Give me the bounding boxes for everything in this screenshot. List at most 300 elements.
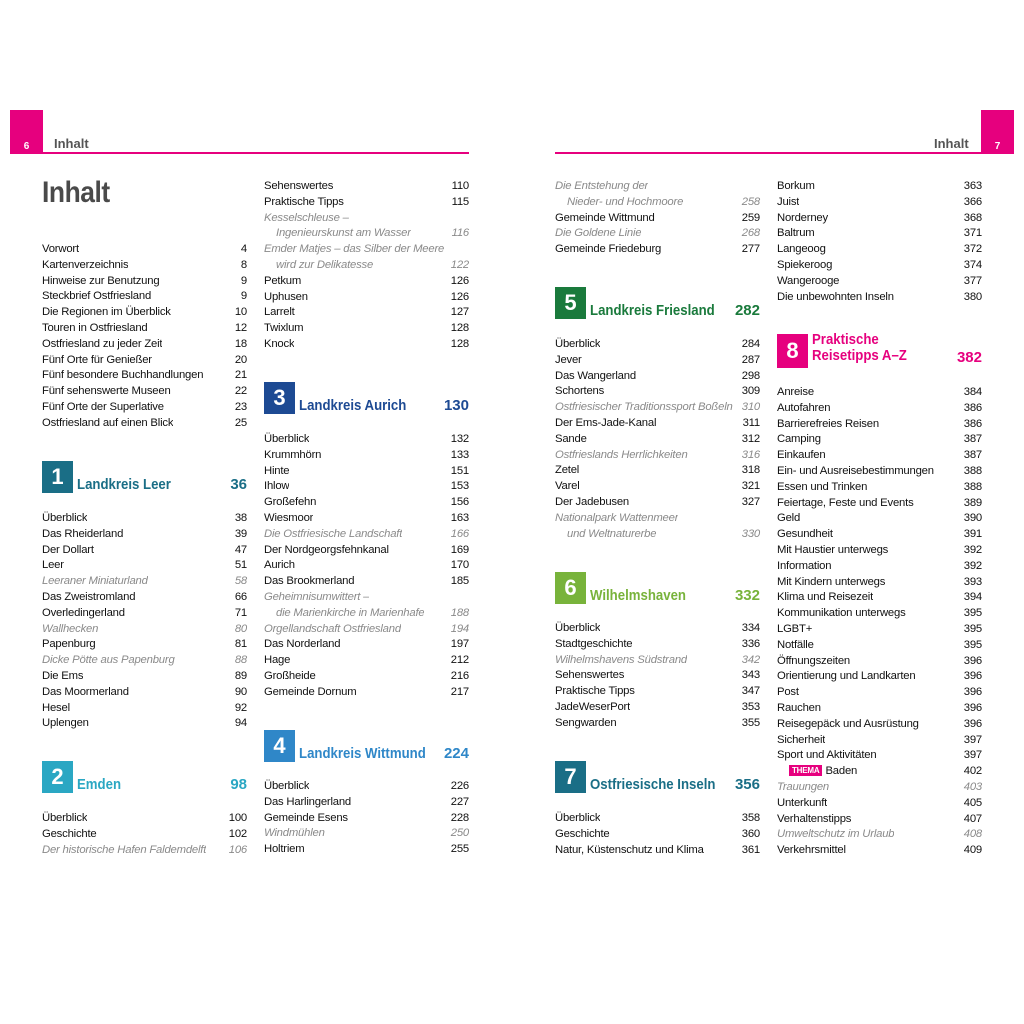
toc-entry-page: 47	[234, 543, 247, 556]
toc-entry-title	[264, 779, 309, 795]
toc-entry-page: 386	[963, 401, 982, 414]
toc-entry-text: Das Zweistromland	[42, 590, 136, 603]
toc-entry[interactable]	[777, 527, 982, 543]
toc-entry-text: Knock	[264, 337, 295, 350]
toc-entry-title	[264, 685, 356, 701]
toc-entry-page: 316	[741, 448, 760, 461]
toc-entry-title	[42, 669, 83, 685]
toc-entry-text: Orgellandschaft Ostfriesland	[264, 622, 401, 635]
toc-entry[interactable]	[777, 290, 982, 306]
toc-entry-title	[42, 827, 97, 843]
toc-entry-text: Wangerooge	[777, 274, 840, 287]
toc-entry-text: Ostfrieslands Herrlichkeiten	[555, 448, 688, 461]
toc-entry[interactable]	[264, 448, 469, 464]
toc-entry-text: Überblick	[555, 622, 601, 634]
toc-entry-text: Anreise	[777, 386, 814, 398]
toc-entry-page: 409	[963, 844, 982, 857]
toc-entry-text: Das Harlingerland	[264, 795, 352, 808]
toc-entry-text: Überblick	[42, 812, 88, 824]
toc-entry[interactable]	[42, 558, 247, 574]
toc-entry[interactable]	[264, 653, 469, 669]
toc-entry-title	[264, 558, 295, 574]
toc-entry-page: 310	[741, 401, 760, 414]
toc-entry-title	[42, 843, 206, 859]
toc-entry[interactable]	[555, 716, 760, 732]
chapter-heading-1[interactable]	[42, 461, 247, 493]
toc-entry[interactable]	[777, 179, 982, 195]
toc-entry[interactable]	[264, 432, 469, 448]
toc-entry-text: Unterkunft	[777, 796, 828, 809]
toc-entry-text: Rauchen	[777, 701, 821, 714]
toc-entry[interactable]	[555, 479, 760, 495]
toc-entry[interactable]	[777, 638, 982, 654]
toc-entry[interactable]	[777, 211, 982, 227]
toc-entry[interactable]	[42, 543, 247, 559]
toc-entry-text: Kesselschleuse –	[264, 211, 349, 224]
toc-entry[interactable]	[555, 511, 760, 527]
toc-entry-text: Petkum	[264, 274, 302, 287]
toc-entry[interactable]	[555, 495, 760, 511]
toc-entry-page: 153	[450, 480, 469, 493]
toc-entry[interactable]	[555, 448, 760, 464]
toc-entry-text: Einkaufen	[777, 449, 826, 462]
toc-entry[interactable]	[555, 384, 760, 400]
toc-entry[interactable]	[777, 606, 982, 622]
toc-entry-page: 330	[741, 527, 760, 540]
toc-entry-title	[264, 842, 304, 858]
toc-entry[interactable]	[42, 274, 247, 290]
toc-entry[interactable]	[42, 400, 247, 416]
toc-entry[interactable]	[264, 795, 469, 811]
toc-entry[interactable]	[264, 211, 469, 227]
toc-entry[interactable]	[42, 685, 247, 701]
toc-entry[interactable]	[777, 226, 982, 242]
toc-entry[interactable]	[777, 701, 982, 717]
toc-entry-text: Kartenverzeichnis	[42, 258, 129, 271]
toc-entry-text: Baltrum	[777, 227, 815, 240]
toc-entry[interactable]	[555, 700, 760, 716]
toc-entry[interactable]	[42, 574, 247, 590]
chapter-heading-3[interactable]	[264, 382, 469, 414]
toc-entry-text: Schortens	[555, 385, 605, 398]
chapter-2-continued-list	[264, 179, 469, 353]
toc-entry[interactable]	[42, 511, 247, 527]
toc-entry[interactable]	[777, 480, 982, 496]
toc-entry[interactable]	[777, 258, 982, 274]
toc-entry[interactable]	[264, 527, 469, 543]
toc-entry[interactable]	[777, 843, 982, 859]
toc-entry[interactable]	[42, 606, 247, 622]
toc-entry-page: 94	[234, 717, 247, 730]
toc-entry-text: Praktische Tipps	[555, 685, 635, 698]
toc-entry-title	[42, 716, 89, 732]
toc-entry[interactable]	[42, 669, 247, 685]
toc-entry-title	[555, 369, 636, 385]
toc-entry[interactable]	[264, 826, 469, 842]
toc-entry-page: 371	[963, 227, 982, 240]
toc-entry-page: 343	[741, 669, 760, 682]
toc-entry-title	[264, 305, 295, 321]
toc-entry-title	[264, 290, 308, 306]
toc-entry[interactable]	[42, 416, 247, 432]
toc-entry[interactable]	[555, 369, 760, 385]
toc-entry-page: 388	[963, 464, 982, 477]
toc-entry[interactable]	[42, 527, 247, 543]
toc-entry[interactable]	[42, 337, 247, 353]
toc-entry-page: 374	[963, 258, 982, 271]
toc-entry[interactable]	[777, 654, 982, 670]
toc-entry-text: Ostfriesland zu jeder Zeit	[42, 337, 163, 350]
header-rule-right	[555, 152, 981, 154]
toc-entry[interactable]	[42, 353, 247, 369]
toc-entry[interactable]	[264, 669, 469, 685]
toc-entry[interactable]	[264, 337, 469, 353]
toc-entry[interactable]	[555, 226, 760, 242]
chapter-title: Wilhelmshaven	[590, 587, 686, 604]
toc-entry-text: Papenburg	[42, 638, 96, 651]
toc-entry[interactable]	[264, 464, 469, 480]
chapter-title: Landkreis Leer	[77, 476, 171, 493]
toc-entry-title	[777, 780, 829, 796]
toc-entry-text: Sande	[555, 432, 587, 445]
chapter-1-list	[42, 511, 247, 732]
toc-entry[interactable]	[264, 226, 469, 242]
toc-entry-title	[555, 337, 600, 353]
toc-entry-title	[42, 274, 159, 290]
chapter-heading-4[interactable]	[264, 730, 469, 762]
toc-entry-title	[264, 337, 294, 353]
chapter-heading-6[interactable]	[555, 572, 760, 604]
toc-entry[interactable]	[264, 590, 469, 606]
toc-entry-title	[777, 432, 821, 448]
chapter-number-box: 3	[264, 382, 295, 414]
toc-entry[interactable]	[777, 748, 982, 764]
toc-entry[interactable]	[555, 416, 760, 432]
toc-entry-title	[264, 622, 401, 638]
toc-entry[interactable]	[777, 827, 982, 843]
toc-entry-page: 366	[963, 195, 982, 208]
toc-entry[interactable]	[777, 812, 982, 828]
toc-entry-page: 358	[741, 812, 760, 824]
toc-entry[interactable]	[777, 274, 982, 290]
toc-entry[interactable]	[264, 479, 469, 495]
toc-entry[interactable]	[777, 733, 982, 749]
toc-entry[interactable]	[264, 179, 469, 195]
toc-entry-title	[42, 321, 148, 337]
toc-entry[interactable]	[264, 258, 469, 274]
toc-entry[interactable]	[777, 432, 982, 448]
toc-entry[interactable]	[777, 385, 982, 401]
running-header-left: Inhalt	[54, 136, 89, 151]
chapter-title-line-1: Praktische	[812, 331, 879, 348]
toc-entry[interactable]	[264, 321, 469, 337]
toc-entry-text: Nationalpark Wattenmeer	[555, 511, 679, 524]
toc-entry-text: Verkehrsmittel	[777, 844, 846, 857]
toc-entry[interactable]	[42, 590, 247, 606]
toc-entry[interactable]	[264, 274, 469, 290]
toc-entry[interactable]	[777, 590, 982, 606]
toc-entry[interactable]	[555, 827, 760, 843]
toc-entry[interactable]	[264, 606, 469, 622]
toc-entry[interactable]	[42, 637, 247, 653]
toc-entry[interactable]	[555, 242, 760, 258]
toc-entry-page: 116	[451, 227, 469, 240]
toc-entry-page: 368	[963, 211, 982, 224]
toc-entry-title	[555, 637, 632, 653]
toc-entry-title	[42, 653, 175, 669]
toc-entry-text: Uplengen	[42, 717, 89, 730]
toc-entry-text: Gemeinde Dornum	[264, 685, 357, 698]
toc-entry[interactable]	[42, 305, 247, 321]
toc-entry-text: Die Regionen im Überblick	[42, 306, 171, 319]
toc-entry-title	[42, 558, 64, 574]
toc-entry-page: 8	[240, 258, 247, 271]
toc-entry-page: 336	[741, 637, 760, 650]
toc-entry-page: 90	[234, 685, 247, 698]
toc-entry-page: 284	[741, 338, 760, 350]
toc-entry[interactable]	[42, 716, 247, 732]
toc-entry-title	[555, 179, 648, 195]
page-number-tab-left	[10, 110, 43, 154]
toc-entry[interactable]	[777, 764, 982, 780]
toc-entry[interactable]	[264, 811, 469, 827]
toc-entry-text: Die Ostfriesische Landschaft	[264, 527, 403, 540]
toc-entry-page: 363	[963, 180, 982, 192]
toc-entry-text: Vorwort	[42, 243, 79, 255]
toc-entry-text: Sehenswertes	[264, 180, 334, 192]
toc-entry[interactable]	[555, 668, 760, 684]
toc-entry-title	[777, 496, 914, 512]
toc-entry-page: 321	[741, 480, 760, 493]
toc-entry[interactable]	[42, 827, 247, 843]
toc-entry-text: Gemeinde Esens	[264, 811, 348, 824]
toc-entry-title	[42, 368, 203, 384]
toc-entry-title	[42, 305, 171, 321]
toc-entry-text: Mit Kindern unterwegs	[777, 575, 886, 588]
toc-entry-page: 126	[450, 274, 469, 287]
toc-entry-text: Holtriem	[264, 843, 305, 856]
toc-entry-title	[264, 195, 344, 211]
toc-entry[interactable]	[42, 653, 247, 669]
toc-intro-list	[42, 242, 247, 432]
toc-entry-title	[42, 337, 162, 353]
toc-entry-page: 169	[450, 543, 469, 556]
toc-entry[interactable]	[42, 321, 247, 337]
toc-entry-text: Borkum	[777, 180, 815, 192]
toc-entry-page: 100	[228, 812, 247, 824]
toc-entry-page: 188	[450, 606, 469, 619]
toc-entry[interactable]	[555, 463, 760, 479]
toc-entry[interactable]	[42, 289, 247, 305]
toc-entry[interactable]	[777, 496, 982, 512]
toc-entry[interactable]	[42, 384, 247, 400]
toc-entry-title	[264, 211, 349, 227]
toc-entry[interactable]	[42, 701, 247, 717]
toc-entry[interactable]	[777, 559, 982, 575]
toc-entry-text: Sport und Aktivitäten	[777, 749, 877, 762]
toc-entry-text: Der historische Hafen Faldemdelft	[42, 843, 207, 856]
toc-entry-page: 391	[963, 528, 982, 541]
chapter-heading-2[interactable]	[42, 761, 247, 793]
toc-entry-title	[555, 827, 610, 843]
toc-entry-title	[777, 274, 839, 290]
toc-entry[interactable]	[555, 337, 760, 353]
toc-entry-text: Der Dollart	[42, 543, 94, 556]
toc-entry[interactable]	[42, 622, 247, 638]
toc-entry[interactable]	[264, 685, 469, 701]
toc-entry[interactable]	[555, 400, 760, 416]
toc-entry[interactable]	[555, 811, 760, 827]
toc-entry[interactable]	[555, 353, 760, 369]
toc-entry[interactable]	[555, 432, 760, 448]
toc-entry-page: 355	[741, 716, 760, 729]
toc-entry-title	[777, 575, 885, 591]
toc-entry-title	[264, 179, 333, 195]
chapter-heading-7[interactable]	[555, 761, 760, 793]
toc-entry[interactable]	[777, 685, 982, 701]
toc-entry-text: Öffnungszeiten	[777, 654, 850, 667]
toc-entry-title	[777, 290, 894, 306]
toc-entry-title	[264, 448, 321, 464]
toc-entry[interactable]	[42, 242, 247, 258]
toc-entry[interactable]	[555, 637, 760, 653]
chapter-title: Landkreis Friesland	[590, 302, 715, 319]
toc-entry-page: 396	[963, 670, 982, 683]
toc-entry[interactable]	[777, 622, 982, 638]
toc-entry-title	[264, 590, 369, 606]
toc-entry-page: 9	[240, 274, 247, 287]
toc-entry-page: 38	[234, 512, 247, 524]
toc-entry-title	[777, 258, 832, 274]
toc-entry[interactable]	[777, 464, 982, 480]
toc-entry-text: Großheide	[264, 669, 316, 682]
chapter-6-list	[555, 621, 760, 732]
toc-entry[interactable]	[777, 780, 982, 796]
toc-entry-text: Das Norderland	[264, 638, 341, 651]
toc-entry[interactable]	[555, 179, 760, 195]
toc-entry[interactable]	[777, 195, 982, 211]
toc-entry-text: Natur, Küstenschutz und Klima	[555, 843, 704, 856]
toc-entry[interactable]	[264, 195, 469, 211]
toc-entry-page: 309	[741, 385, 760, 398]
toc-entry[interactable]	[555, 843, 760, 859]
toc-entry-text: Die Goldene Linie	[555, 227, 642, 240]
toc-entry[interactable]	[42, 258, 247, 274]
toc-entry-text: Spiekeroog	[777, 258, 833, 271]
toc-entry[interactable]	[264, 242, 469, 258]
toc-entry-page: 372	[963, 243, 982, 256]
toc-entry-page: 58	[234, 575, 247, 588]
chapter-title	[812, 332, 907, 364]
toc-entry[interactable]	[777, 242, 982, 258]
toc-entry-text: Hinte	[264, 464, 290, 477]
toc-entry-title	[42, 527, 123, 543]
toc-entry-text: Barrierefreies Reisen	[777, 417, 879, 430]
toc-entry-text: Leer	[42, 559, 64, 572]
toc-entry-title	[264, 669, 316, 685]
toc-entry-title	[264, 574, 354, 590]
toc-entry-page: 388	[963, 480, 982, 493]
toc-entry-text: Juist	[777, 195, 800, 208]
toc-entry-text: Notfälle	[777, 638, 814, 651]
toc-entry-text: Das Brookmerland	[264, 575, 355, 588]
toc-entry-title	[555, 668, 624, 684]
toc-entry-title	[42, 622, 98, 638]
toc-entry-text: Ein- und Ausreisebestimmungen	[777, 464, 934, 477]
toc-entry[interactable]	[42, 811, 247, 827]
toc-entry[interactable]	[555, 621, 760, 637]
toc-entry-title	[777, 812, 851, 828]
toc-entry[interactable]	[777, 511, 982, 527]
toc-entry[interactable]	[777, 796, 982, 812]
toc-entry[interactable]	[777, 448, 982, 464]
toc-entry[interactable]	[264, 558, 469, 574]
toc-entry-title	[42, 685, 129, 701]
chapter-heading-5[interactable]	[555, 287, 760, 319]
toc-entry-title	[555, 226, 641, 242]
toc-entry-page: 217	[450, 685, 469, 698]
toc-entry[interactable]	[42, 843, 247, 859]
toc-entry[interactable]	[555, 527, 760, 543]
toc-entry-page: 128	[450, 337, 469, 350]
toc-entry[interactable]	[777, 717, 982, 733]
toc-entry[interactable]	[264, 622, 469, 638]
toc-entry-title	[555, 843, 704, 859]
toc-entry[interactable]	[264, 637, 469, 653]
toc-entry[interactable]	[264, 305, 469, 321]
toc-entry[interactable]	[264, 290, 469, 306]
toc-entry[interactable]	[264, 842, 469, 858]
toc-entry[interactable]	[777, 575, 982, 591]
toc-entry-page: 89	[234, 669, 247, 682]
toc-entry-text: Reisegepäck und Ausrüstung	[777, 717, 919, 730]
toc-entry[interactable]	[264, 511, 469, 527]
toc-entry-title	[264, 274, 301, 290]
toc-entry[interactable]	[777, 669, 982, 685]
toc-entry[interactable]	[42, 368, 247, 384]
toc-entry-page: 327	[741, 495, 760, 508]
toc-entry[interactable]	[777, 417, 982, 433]
toc-entry-title	[777, 717, 919, 733]
chapter-title: Landkreis Aurich	[299, 397, 407, 414]
chapter-page: 356	[734, 776, 760, 793]
toc-entry-text: Ostfriesischer Traditionssport Boßeln	[555, 401, 733, 414]
toc-entry-text: Camping	[777, 433, 821, 446]
toc-entry-title	[777, 179, 815, 195]
toc-entry-text: Stadtgeschichte	[555, 637, 633, 650]
toc-entry[interactable]	[555, 684, 760, 700]
toc-entry[interactable]	[264, 574, 469, 590]
toc-entry[interactable]	[264, 543, 469, 559]
toc-entry-text: Geschichte	[555, 827, 610, 840]
toc-entry[interactable]	[777, 401, 982, 417]
toc-entry-text: Autofahren	[777, 401, 831, 414]
toc-entry-text: Post	[777, 686, 799, 699]
toc-entry[interactable]	[555, 195, 760, 211]
toc-entry-page: 226	[450, 780, 469, 792]
toc-entry[interactable]	[777, 543, 982, 559]
toc-entry-page: 156	[450, 496, 469, 509]
toc-entry-text: Krummhörn	[264, 448, 322, 461]
toc-entry[interactable]	[264, 779, 469, 795]
toc-entry-text: Überblick	[264, 780, 310, 792]
toc-entry-title	[42, 258, 128, 274]
chapter-heading-8[interactable]	[777, 331, 982, 366]
toc-entry[interactable]	[555, 653, 760, 669]
toc-entry[interactable]	[264, 495, 469, 511]
toc-entry-text: Hage	[264, 654, 291, 667]
toc-entry[interactable]	[555, 211, 760, 227]
